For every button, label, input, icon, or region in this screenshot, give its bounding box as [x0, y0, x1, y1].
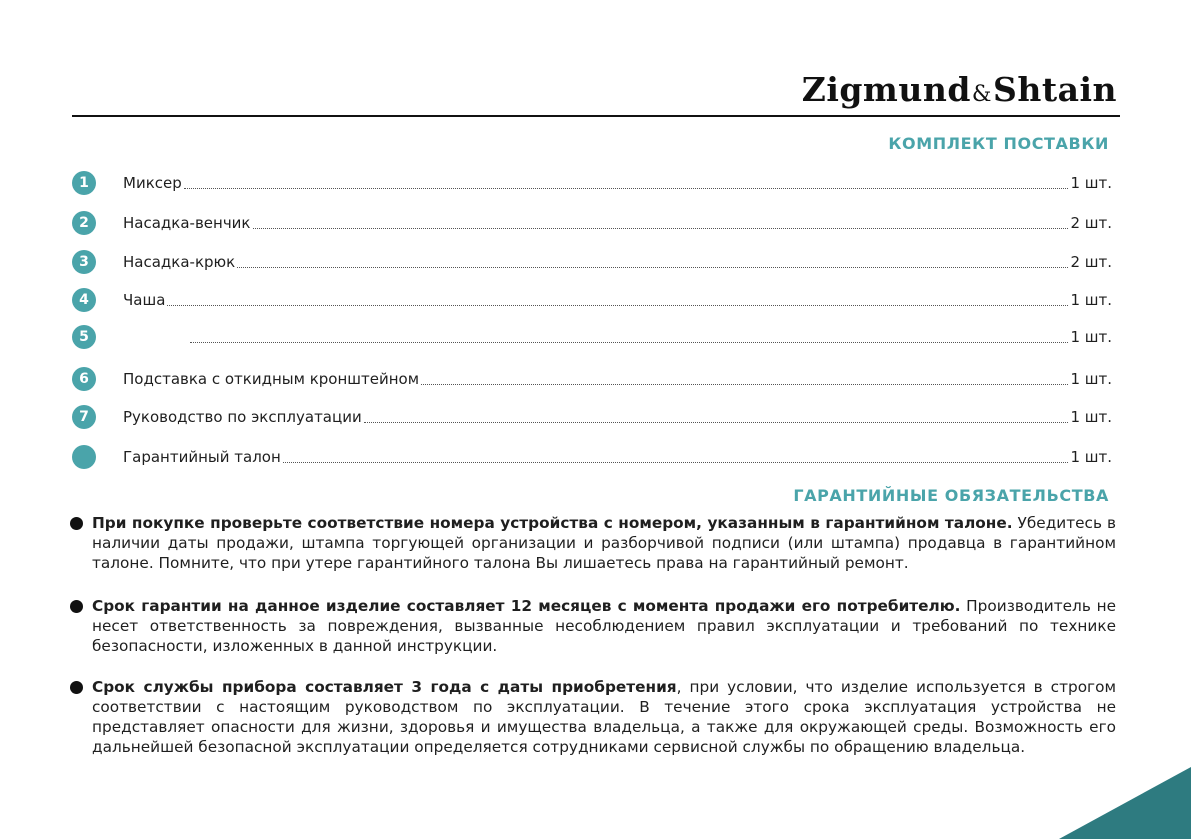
kit-item-name: Насадка-венчик	[123, 214, 251, 232]
kit-item-number-badge: 6	[72, 367, 96, 391]
kit-section-title: КОМПЛЕКТ ПОСТАВКИ	[888, 134, 1109, 153]
kit-item-number-badge: 2	[72, 211, 96, 235]
paragraph-text: Убедитесь в наличии даты продажи, штампа торгующей организации и разборчивой подписи (или штампа) продавца в гарантийном талоне. Помните, что при утере гарантийного талона Вы лишаетесь права на гарантийный ремонт.	[92, 514, 1116, 572]
brand-logo	[802, 70, 1117, 109]
paragraph-text: , при условии, что изделие используется в строгом соответствии с настоящим руководством по эксплуатации. В течение этого срока эксплуатация устройства не представляет опасности для жизни, здоровья и имущества владельца, а также для окружающей среды. Возможность его дальнейшей безопасной эксплуатации определяется сотрудниками сервисной службы по обращению владельца.	[92, 678, 1116, 756]
dot-leader	[253, 217, 1069, 229]
header-divider	[72, 115, 1120, 117]
warranty-section	[70, 513, 1116, 757]
kit-item-quantity: 1 шт.	[1070, 174, 1112, 192]
kit-item-name: Гарантийный талон	[123, 448, 281, 466]
kit-item-quantity: 2 шт.	[1070, 214, 1112, 232]
paragraph-lead: Срок гарантии на данное изделие составляет 12 месяцев с момента продажи его потребителю.	[92, 597, 961, 615]
kit-item-quantity: 1 шт.	[1070, 370, 1112, 388]
kit-item-name: Подставка с откидным кронштейном	[123, 370, 420, 388]
warranty-paragraph	[70, 677, 1116, 757]
bullet-icon	[70, 517, 83, 530]
kit-item-name: Миксер	[123, 174, 182, 192]
paragraph-lead: Срок службы прибора составляет 3 года с даты приобретения	[92, 678, 677, 696]
dot-leader	[184, 177, 1069, 189]
kit-item-quantity: 2 шт.	[1070, 253, 1112, 271]
kit-item-quantity: 1 шт.	[1070, 328, 1112, 346]
kit-item-number-badge: 1	[72, 171, 96, 195]
kit-item	[72, 366, 1112, 392]
kit-item	[72, 287, 1112, 313]
kit-item	[72, 324, 1112, 350]
kit-item-number-badge: 7	[72, 405, 96, 429]
logo-ampersand: &	[971, 82, 993, 107]
bullet-icon	[70, 600, 83, 613]
corner-decoration	[1059, 767, 1191, 839]
logo-part-2: Shtain	[993, 70, 1117, 109]
bullet-icon	[70, 681, 83, 694]
kit-item-name: Чаша	[123, 291, 166, 309]
kit-item-quantity: 1 шт.	[1070, 408, 1112, 426]
kit-item-number-badge: 3	[72, 250, 96, 274]
dot-leader	[237, 256, 1068, 268]
kit-item-name: Насадка-крюк	[123, 253, 236, 271]
dot-leader	[283, 451, 1069, 463]
kit-item-number-badge	[72, 445, 96, 469]
kit-item	[72, 210, 1112, 236]
dot-leader	[167, 294, 1068, 306]
dot-leader	[364, 411, 1069, 423]
kit-item-quantity: 1 шт.	[1070, 291, 1112, 309]
kit-item-number-badge: 4	[72, 288, 96, 312]
kit-item	[72, 170, 1112, 196]
kit-item	[72, 249, 1112, 275]
warranty-paragraph	[70, 596, 1116, 656]
logo-part-1: Zigmund	[801, 70, 971, 109]
kit-item-name: Руководство по эксплуатации	[123, 408, 362, 426]
dot-leader	[190, 331, 1068, 343]
kit-item	[72, 444, 1112, 470]
warranty-paragraph	[70, 513, 1116, 573]
dot-leader	[421, 373, 1068, 385]
kit-item-quantity: 1 шт.	[1070, 448, 1112, 466]
paragraph-lead: При покупке проверьте соответствие номера устройства с номером, указанным в гарантийном талоне.	[92, 514, 1013, 532]
kit-item-number-badge: 5	[72, 325, 96, 349]
kit-item	[72, 404, 1112, 430]
paragraph-text: Производитель не несет ответственность за повреждения, вызванные несоблюдением правил эксплуатации и требований по технике безопасности, изложенных в данной инструкции.	[92, 597, 1116, 655]
warranty-section-title: ГАРАНТИЙНЫЕ ОБЯЗАТЕЛЬСТВА	[793, 486, 1109, 505]
